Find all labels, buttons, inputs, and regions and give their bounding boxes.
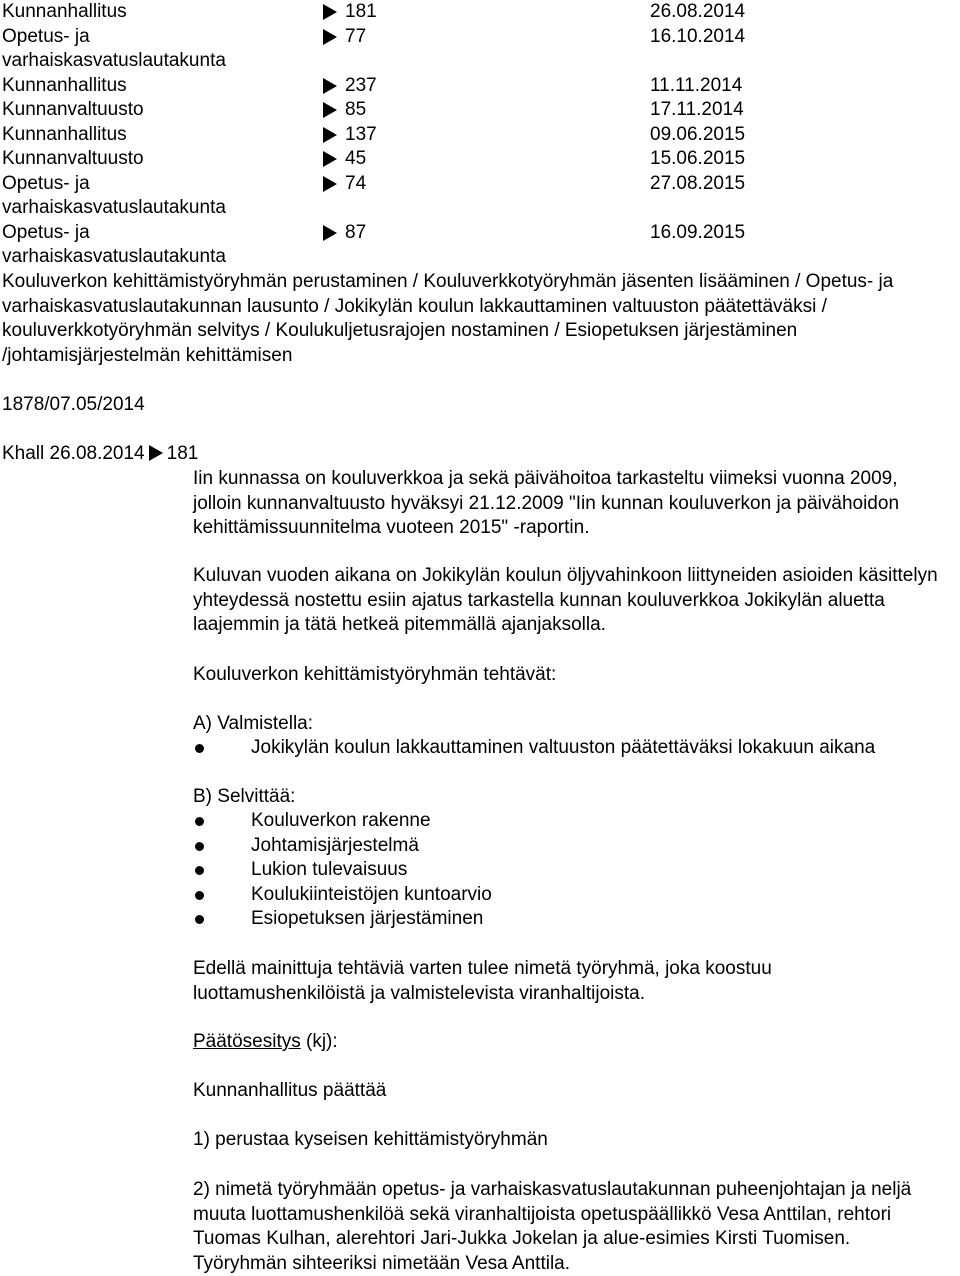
history-body: Opetus- ja varhaiskasvatuslautakunta xyxy=(2,25,226,71)
list-item: Jokikylän koulun lakkauttaminen valtuuston päätettäväksi lokakuun aikana xyxy=(193,736,960,761)
paragraph-background: Iin kunnassa on kouluverkkoa ja sekä päivähoitoa tarkasteltu viimeksi vuonna 2009, jolloin kunnanvaltuusto hyväksyi 21.12.2009 "Iin kunnan kouluverkon ja päivähoidon kehittämissuunnitelma vuoteen 2015" -raportin. xyxy=(193,468,900,538)
history-body: Opetus- ja varhaiskasvatuslautakunta xyxy=(2,221,226,267)
history-row xyxy=(0,123,960,148)
decision-suffix: (kj): xyxy=(300,1031,338,1052)
decision-item-2: 2) nimetä työryhmään opetus- ja varhaiskasvatuslautakunnan puheenjohtajan ja neljä muuta luottamushenkilöä sekä viranhaltijoista opetuspäällikkö Vesa Anttilan, rehtori Tuomas Kulhan, alerehtori Jari-Jukka Jokelan ja alue-esimies Kirsti Tuomisen. Työryhmän sihteeriksi nimetään Vesa Anttila. xyxy=(193,1179,912,1274)
arrow-icon xyxy=(323,176,337,192)
handling-history xyxy=(0,0,960,270)
history-number: 77 xyxy=(345,25,367,47)
section-b-heading: B) Selvittää: xyxy=(193,786,296,807)
arrow-icon xyxy=(323,4,337,20)
history-number: 87 xyxy=(345,221,367,243)
arrow-icon xyxy=(323,29,337,45)
history-date: 17.11.2014 xyxy=(650,99,744,120)
history-row xyxy=(0,147,960,172)
tasks-heading: Kouluverkon kehittämistyöryhmän tehtävät: xyxy=(193,664,557,685)
history-number: 45 xyxy=(345,148,367,169)
paragraph-working-group: Edellä mainittuja tehtäviä varten tulee nimetä työryhmä, joka koostuu luottamushenkilöistä ja valmistelevista viranhaltijoista. xyxy=(193,958,772,1004)
history-number: 237 xyxy=(345,74,377,96)
list-item: Johtamisjärjestelmä xyxy=(193,834,960,859)
arrow-icon xyxy=(323,78,337,94)
list-item: Koulukiinteistöjen kuntoarvio xyxy=(193,883,960,908)
khall-label: Khall 26.08.2014 xyxy=(2,443,145,464)
khall-entry xyxy=(2,442,952,467)
subject-heading: Kouluverkon kehittämistyöryhmän perustaminen / Kouluverkkotyöryhmän jäsenten lisääminen / Opetus- ja varhaiskasvatuslautakunnan lausunto / Jokikylän koulun lakkauttaminen valtuuston päätettäväksi / kouluverkkotyöryhmän selvitys / Koulukuljetusrajojen nostaminen / Esiopetuksen järjestäminen /johtamisjärjestelmän kehittämisen xyxy=(2,271,894,366)
list-item: Kouluverkon rakenne xyxy=(193,809,960,834)
history-body: Kunnanhallitus xyxy=(2,1,127,22)
paragraph-context: Kuluvan vuoden aikana on Jokikylän koulun öljyvahinkoon liittyneiden asioiden käsittelyn yhteydessä nostettu esiin ajatus tarkastella kunnan kouluverkkoa Jokikylän aluetta laajemmin ja tätä hetkeä pitemmällä ajanjaksolla. xyxy=(193,565,938,635)
section-a-heading: A) Valmistella: xyxy=(193,713,314,734)
history-date: 09.06.2015 xyxy=(650,123,746,145)
list-item: Esiopetuksen järjestäminen xyxy=(193,907,960,932)
arrow-icon xyxy=(323,225,337,241)
history-number: 137 xyxy=(345,123,377,145)
history-number: 85 xyxy=(345,99,367,120)
reference-code: 1878/07.05/2014 xyxy=(2,394,145,415)
history-date: 15.06.2015 xyxy=(650,148,746,169)
decision-item-1: 1) perustaa kyseisen kehittämistyöryhmän xyxy=(193,1129,548,1150)
section-b-list xyxy=(193,809,945,932)
section-a-list xyxy=(193,736,945,761)
history-body: Kunnanvaltuusto xyxy=(2,99,144,120)
history-body: Kunnanhallitus xyxy=(2,123,127,145)
history-row xyxy=(0,74,960,99)
arrow-icon xyxy=(323,102,337,118)
decision-maker: Kunnanhallitus päättää xyxy=(193,1080,387,1101)
arrow-icon xyxy=(323,127,337,143)
decision-label: Päätösesitys xyxy=(193,1031,301,1052)
decision-proposal-heading xyxy=(193,1030,945,1055)
history-row xyxy=(0,172,960,221)
history-date: 16.09.2015 xyxy=(650,221,746,243)
history-date: 27.08.2015 xyxy=(650,172,746,194)
history-body: Kunnanvaltuusto xyxy=(2,148,144,169)
history-row xyxy=(0,98,960,123)
history-number: 74 xyxy=(345,172,367,194)
history-date: 26.08.2014 xyxy=(650,1,746,22)
list-item: Lukion tulevaisuus xyxy=(193,858,960,883)
history-row xyxy=(0,0,960,25)
history-body: Opetus- ja varhaiskasvatuslautakunta xyxy=(2,172,226,218)
khall-number: 181 xyxy=(166,443,199,464)
arrow-icon xyxy=(149,445,163,461)
history-body: Kunnanhallitus xyxy=(2,74,127,96)
history-date: 11.11.2014 xyxy=(650,74,743,96)
history-row xyxy=(0,25,960,74)
history-number: 181 xyxy=(345,1,377,22)
history-row xyxy=(0,221,960,270)
arrow-icon xyxy=(323,151,337,167)
history-date: 16.10.2014 xyxy=(650,25,746,47)
